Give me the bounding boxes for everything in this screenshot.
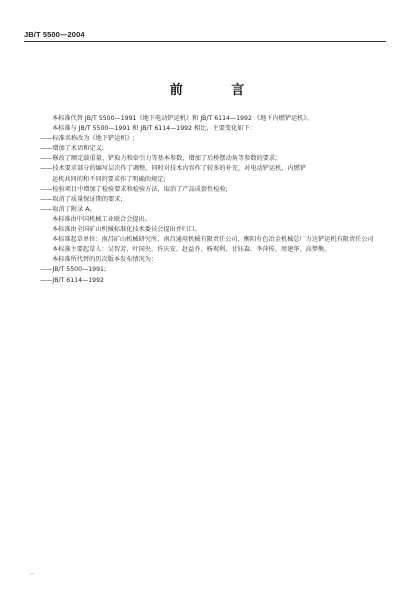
header-rule — [24, 41, 386, 42]
paragraph: ——JB/T 5500—1991; — [40, 266, 107, 274]
foreword-body — [40, 114, 382, 286]
paragraph: ——取消了附录 A。 — [40, 205, 96, 213]
paragraph: ——修改了额定载重量、铲取力和牵引力等基本参数，增加了后桥摆动角等参数的要求; — [40, 155, 278, 163]
paragraph: ——JB/T 6114—1992 — [40, 276, 104, 284]
paragraph: 运机共同的和不同的要求作了明确的规定; — [52, 175, 166, 183]
paragraph: ——取消了质量保证期的要求; — [40, 195, 123, 203]
paragraph: 本标准由全国矿山机械标准化技术委员会提出并归口。 — [52, 226, 201, 234]
paragraph: ——增加了术语和定义; — [40, 145, 104, 153]
foreword-title: 前 言 — [169, 83, 267, 98]
paragraph: 本标准由中国机械工业联合会提出。 — [52, 215, 151, 223]
paragraph: 本标准代替 JB/T 5500—1991《地下电动铲运机》和 JB/T 6114—1992 《地下内燃铲运机》。 — [52, 115, 313, 122]
paragraph: 本标准与 JB/T 5500—1991 和 JB/T 6114—1992 相比，主要变化如下： — [52, 125, 256, 133]
paragraph: ——标准名称改为《地下铲运机》; — [40, 135, 135, 143]
page-mark: ·· — [30, 571, 34, 578]
paragraph: 本标准起草单位：南昌矿山机械研究所、南昌通用机械有限责任公司、衡阳有色冶金机械总厂力达铲运机有限责任公司 — [52, 236, 374, 244]
paragraph: 本标准所代替的历次版本发布情况为： — [52, 256, 158, 264]
paragraph: 本标准主要起草人：吴智芳、叶国央、许庆安、赵益乔、杨观利、甘钰森、李萍传、周建华、高梦熊。 — [52, 246, 331, 254]
paragraph: ——检验项目中增加了检验要求和检验方法，取消了产品成套性检验; — [40, 185, 228, 193]
standard-number: JB/T 5500—2004 — [24, 30, 85, 39]
paragraph: ——技术要求部分的编写层次作了调整，同时对技术内容作了较多的补充，对电动铲运机、内燃铲 — [40, 165, 307, 173]
